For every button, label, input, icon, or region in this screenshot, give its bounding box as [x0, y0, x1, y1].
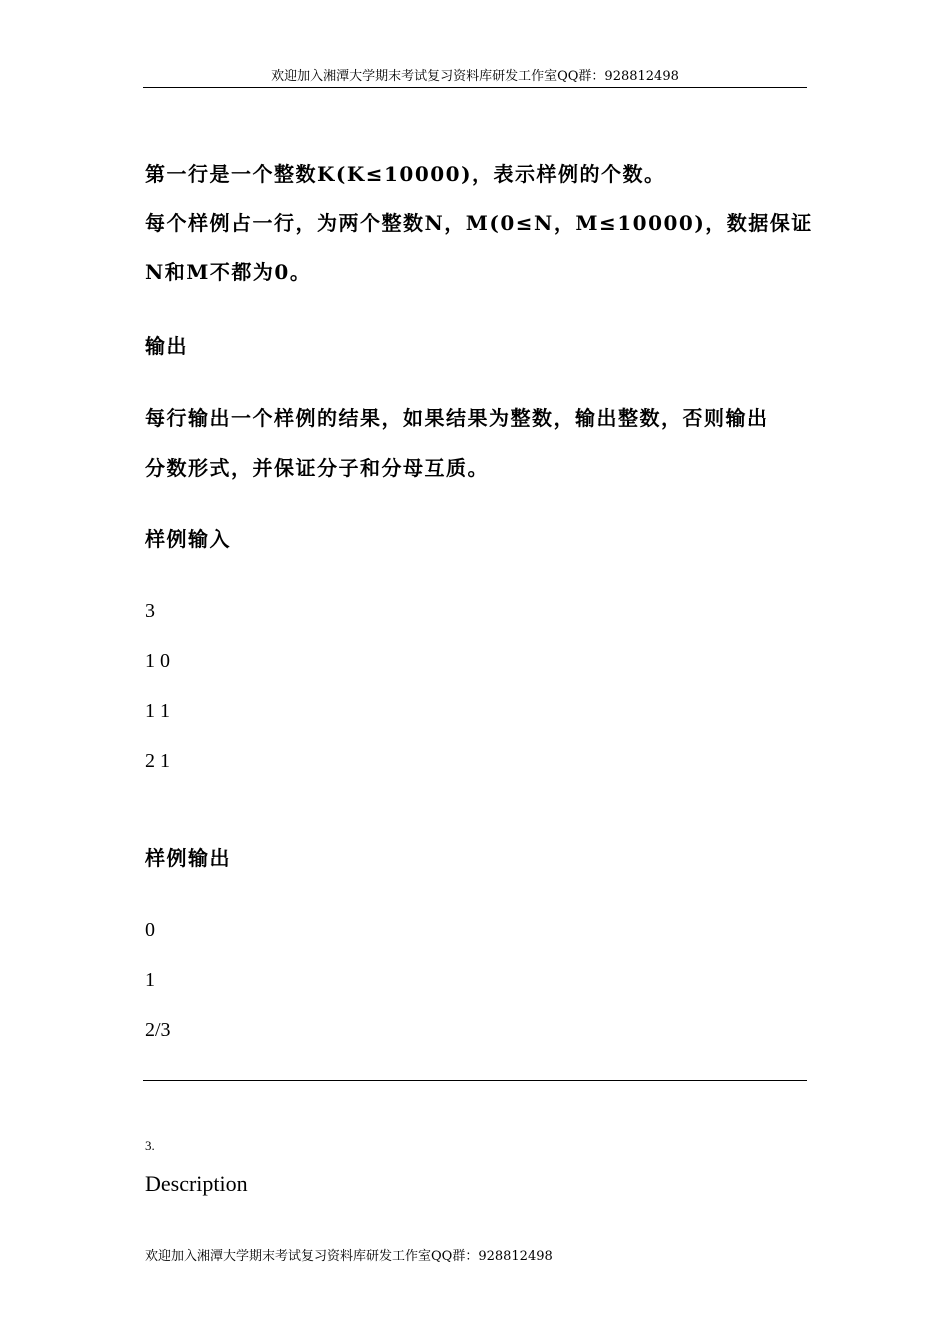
sample-input-line: 1 1 — [145, 700, 170, 722]
sample-output-line: 1 — [145, 969, 155, 991]
output-desc-line-2: 分数形式，并保证分子和分母互质。 — [145, 456, 489, 480]
output-heading: 输出 — [145, 334, 188, 358]
sample-input-line: 1 0 — [145, 650, 170, 672]
page-header: 欢迎加入湘潭大学期末考试复习资料库研发工作室QQ群：928812498 — [271, 69, 679, 84]
sample-input-line: 3 — [145, 600, 155, 622]
input-desc-line-2: 每个样例占一行，为两个整数N，M(0≤N，M≤10000)，数据保证 — [145, 211, 813, 235]
problem-number: 3. — [145, 1138, 155, 1153]
description-title: Description — [145, 1171, 248, 1196]
sample-output-heading: 样例输出 — [145, 846, 231, 870]
sample-output-line: 2/3 — [145, 1019, 171, 1041]
section-divider — [143, 1080, 807, 1081]
output-desc-line-1: 每行输出一个样例的结果，如果结果为整数，输出整数，否则输出 — [145, 406, 769, 430]
input-desc-line-3: N和M不都为0。 — [145, 260, 312, 284]
sample-input-line: 2 1 — [145, 750, 170, 772]
sample-input-heading: 样例输入 — [145, 527, 231, 551]
input-desc-line-1: 第一行是一个整数K(K≤10000)，表示样例的个数。 — [145, 162, 666, 186]
sample-output-line: 0 — [145, 919, 155, 941]
page-footer: 欢迎加入湘潭大学期末考试复习资料库研发工作室QQ群：928812498 — [145, 1249, 553, 1264]
header-divider — [143, 87, 807, 88]
